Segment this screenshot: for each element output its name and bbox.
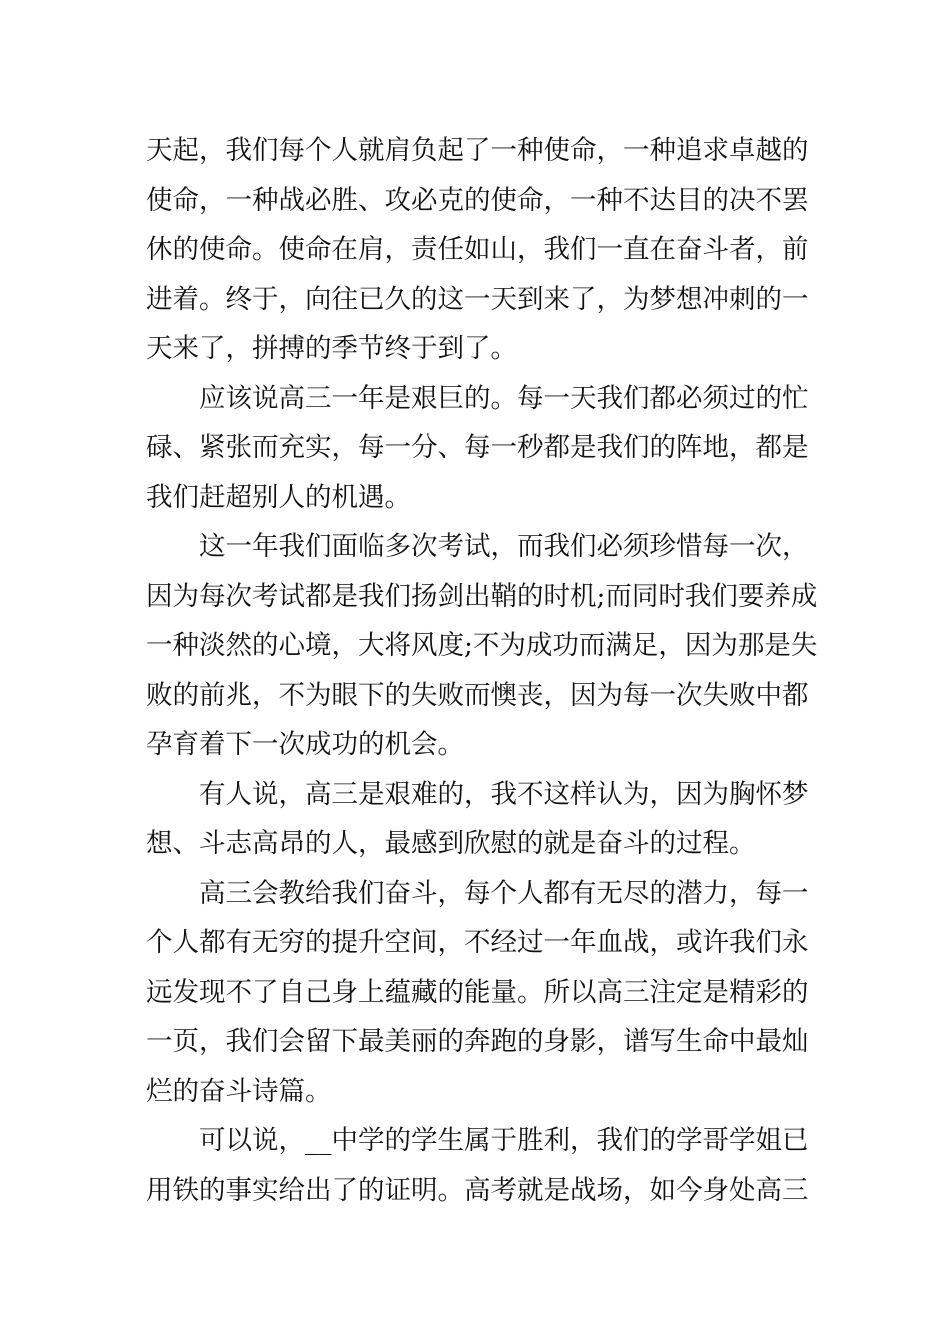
text-line: 远发现不了自己身上蕴藏的能量。所以高三注定是精彩的	[146, 976, 809, 1008]
text-line: 烂的奋斗诗篇。	[146, 1075, 332, 1107]
paragraph-6	[146, 1116, 809, 1215]
text-line: 孕育着下一次成功的机会。	[146, 729, 464, 760]
text-line: 一种淡然的心境，大将风度;不为成功而满足，因为那是失	[146, 630, 818, 661]
text-line: 碌、紧张而充实，每一分、每一秒都是我们的阵地，都是	[146, 432, 809, 463]
text-line: 这一年我们面临多次考试，而我们必须珍惜每一次，	[199, 531, 809, 562]
paragraph-3	[146, 522, 818, 770]
text-line: 败的前兆，不为眼下的失败而懊丧，因为每一次失败中都	[146, 679, 809, 711]
text-line: 可以说，__中学的学生属于胜利，我们的学哥学姐已	[199, 1125, 809, 1156]
text-line: 有人说，高三是艰难的，我不这样认为，因为胸怀梦	[199, 778, 809, 810]
paragraph-5	[146, 869, 809, 1117]
paragraph-1	[146, 126, 809, 374]
text-line: 使命，一种战必胜、攻必克的使命，一种不达目的决不罢	[146, 184, 809, 216]
text-line: 因为每次考试都是我们扬剑出鞘的时机;而同时我们要养成	[146, 580, 818, 612]
text-line: 进着。终于，向往已久的这一天到来了，为梦想冲刺的一	[146, 283, 809, 315]
text-line: 休的使命。使命在肩，责任如山，我们一直在奋斗者，前	[146, 234, 809, 265]
text-line: 我们赶超别人的机遇。	[146, 481, 411, 513]
text-line: 想、斗志高昂的人，最感到欣慰的就是奋斗的过程。	[146, 828, 756, 859]
paragraph-4	[146, 770, 809, 869]
text-line: 高三会教给我们奋斗，每个人都有无尽的潜力，每一	[199, 877, 809, 909]
text-line: 一页，我们会留下最美丽的奔跑的身影，谱写生命中最灿	[146, 1026, 809, 1057]
text-line: 天起，我们每个人就肩负起了一种使命，一种追求卓越的	[146, 135, 809, 166]
text-line: 天来了，拼搏的季节终于到了。	[146, 333, 517, 364]
paragraph-2	[146, 374, 809, 523]
document-body	[146, 126, 818, 1215]
text-line: 个人都有无穷的提升空间，不经过一年血战，或许我们永	[146, 927, 809, 958]
text-line: 应该说高三一年是艰巨的。每一天我们都必须过的忙	[199, 382, 809, 414]
text-line: 用铁的事实给出了的证明。高考就是战场，如今身处高三	[146, 1174, 809, 1206]
